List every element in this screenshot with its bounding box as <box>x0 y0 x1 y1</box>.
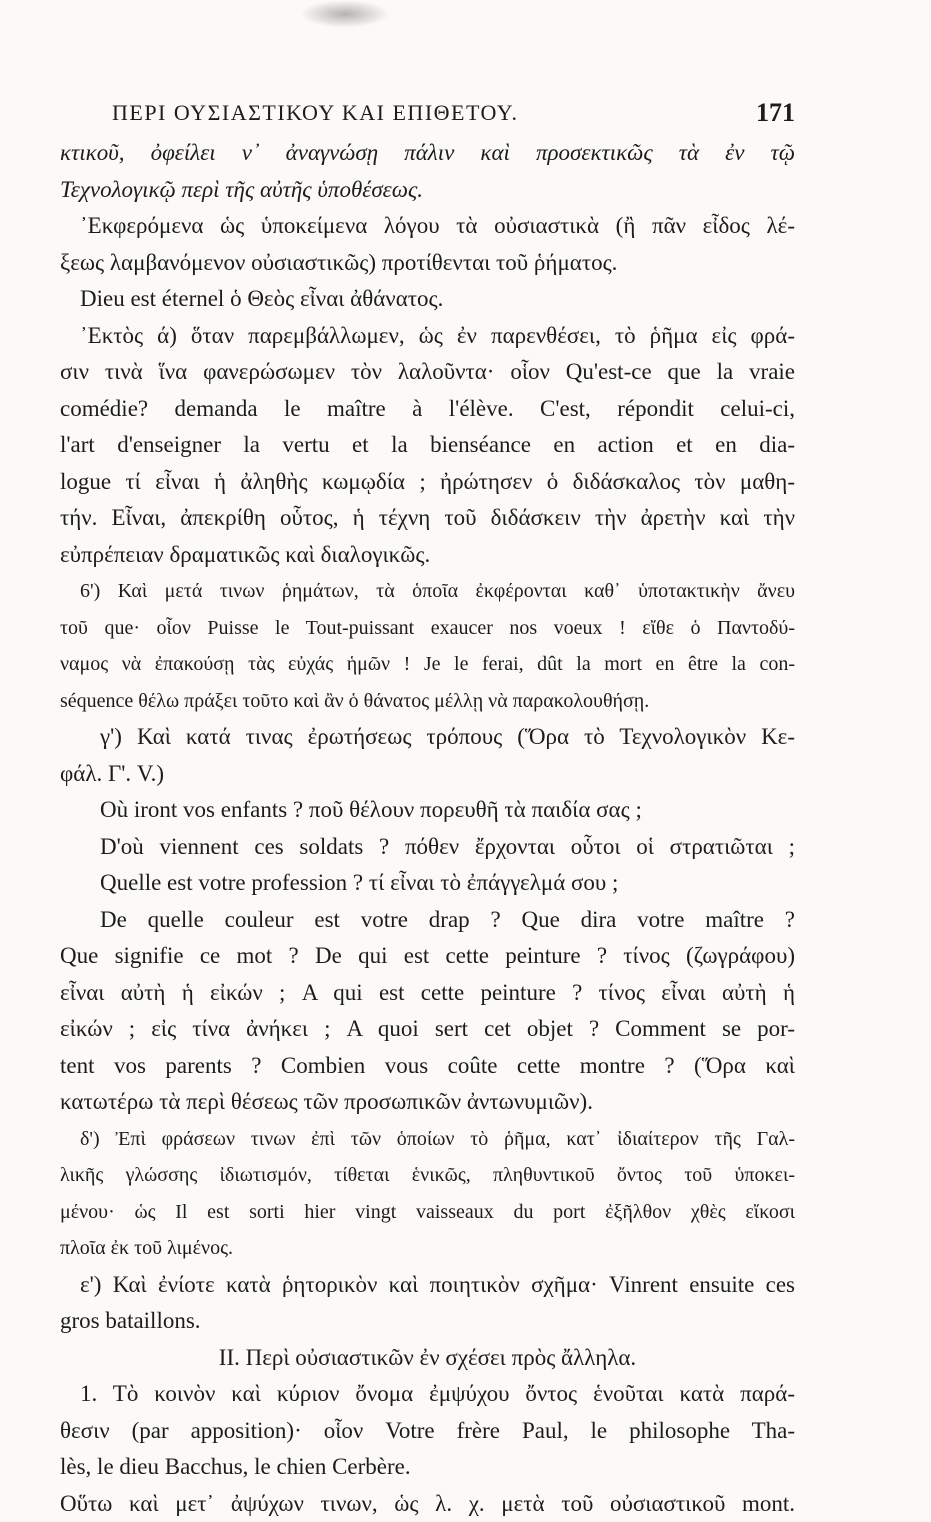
text-line: ναμος νὰ ἐπακούσῃ τὰς εὐχάς ἡμῶν ! Je le ferai, dût la mort en être la con- <box>60 646 795 683</box>
text-line: De quelle couleur est votre drap ? Que dira votre maître ? <box>60 902 795 939</box>
text-line: tent vos parents ? Combien vous coûte cette montre ? (Ὅρα καὶ <box>60 1048 795 1085</box>
text-line: ᾽Εκτὸς ά) ὅταν παρεμβάλλωμεν, ὡς ἐν παρενθέσει, τὸ ῥῆμα εἰς φρά- <box>60 318 795 355</box>
text-line: 6') Καὶ μετά τινων ῥημάτων, τὰ ὁποῖα ἐκφέρονται καθ᾽ ὑποτακτικὴν ἄνευ <box>60 573 795 610</box>
text-line: Οὕτω καὶ μετ᾽ ἀψύχων τινων, ὡς λ. χ. μετὰ τοῦ οὐσιαστικοῦ mont. <box>60 1486 795 1522</box>
text-line: ᾽Εκφερόμενα ὡς ὑποκείμενα λόγου τὰ οὐσιαστικὰ (ἢ πᾶν εἶδος λέ- <box>60 208 795 245</box>
text-line: Τεχνολογικῷ περὶ τῆς αὐτῆς ὑποθέσεως. <box>60 172 795 209</box>
text-line: κτικοῦ, ὀφείλει ν᾽ ἀναγνώσῃ πάλιν καὶ προσεκτικῶς τὰ ἐν τῷ <box>60 135 795 172</box>
text-line: μένου· ὡς Il est sorti hier vingt vaisseaux du port ἐξῆλθον χθὲς εἴκοσι <box>60 1194 795 1231</box>
text-line: Quelle est votre profession ? τί εἶναι τὸ ἐπάγγελμά σου ; <box>60 865 795 902</box>
text-line: πλοῖα ἐκ τοῦ λιμένος. <box>60 1230 795 1267</box>
text-line: γ') Καὶ κατά τινας ἐρωτήσεως τρόπους (Ὅρα τὸ Τεχνολογικὸν Κε- <box>60 719 795 756</box>
text-line: εἶναι αὐτὴ ἡ εἰκών ; A qui est cette peinture ? τίνος εἶναι αὐτὴ ἡ <box>60 975 795 1012</box>
text-line: τοῦ que· οἷον Puisse le Tout-puissant exaucer nos voeux ! εἴθε ὁ Παντοδύ- <box>60 610 795 647</box>
text-line: εὐπρέπειαν δραματικῶς καὶ διαλογικῶς. <box>60 537 795 574</box>
ink-smudge <box>300 0 390 28</box>
page-number: 171 <box>756 98 795 128</box>
text-line: ξεως λαμβανόμενον οὐσιαστικῶς) προτίθενται τοῦ ῥήματος. <box>60 245 795 282</box>
text-line: l'art d'enseigner la vertu et la bienséance en action et en dia- <box>60 427 795 464</box>
text-line: D'où viennent ces soldats ? πόθεν ἔρχονται οὗτοι οἱ στρατιῶται ; <box>60 829 795 866</box>
text-line: σιν τινὰ ἵνα φανερώσωμεν τὸν λαλοῦντα· οἷον Qu'est-ce que la vraie <box>60 354 795 391</box>
text-line: λικῆς γλώσσης ἰδιωτισμόν, τίθεται ἑνικῶς, πληθυντικοῦ ὄντος τοῦ ὑποκει- <box>60 1157 795 1194</box>
text-line: δ') Ἐπὶ φράσεων τινων ἐπὶ τῶν ὁποίων τὸ ῥῆμα, κατ᾽ ἰδιαίτερον τῆς Γαλ- <box>60 1121 795 1158</box>
text-line: logue τί εἶναι ἡ ἀληθὴς κωμῳδία ; ἠρώτησεν ὁ διδάσκαλος τὸν μαθη- <box>60 464 795 501</box>
text-line: comédie? demanda le maître à l'élève. C'est, répondit celui-ci, <box>60 391 795 428</box>
text-line: Dieu est éternel ὁ Θεὸς εἶναι ἀθάνατος. <box>60 281 795 318</box>
body-text <box>60 135 795 1522</box>
text-line: θεσιν (par apposition)· οἷον Votre frère Paul, le philosophe Tha- <box>60 1413 795 1450</box>
text-line: ε') Καὶ ἐνίοτε κατὰ ῥητορικὸν καὶ ποιητικὸν σχῆμα· Vinrent ensuite ces <box>60 1267 795 1304</box>
text-line: gros bataillons. <box>60 1303 795 1340</box>
text-line: φάλ. Γ'. V.) <box>60 756 795 793</box>
section-heading: II. Περὶ οὐσιαστικῶν ἐν σχέσει πρὸς ἄλληλα. <box>60 1340 795 1377</box>
text-line: τήν. Εἶναι, ἀπεκρίθη οὗτος, ἡ τέχνη τοῦ διδάσκειν τὴν ἀρετὴν καὶ τὴν <box>60 500 795 537</box>
text-line: 1. Τὸ κοινὸν καὶ κύριον ὄνομα ἐμψύχου ὄντος ἑνοῦται κατὰ παρά- <box>60 1376 795 1413</box>
text-line: εἰκών ; εἰς τίνα ἀνήκει ; A quoi sert cet objet ? Comment se por- <box>60 1011 795 1048</box>
page-header <box>60 100 795 140</box>
text-line: lès, le dieu Bacchus, le chien Cerbère. <box>60 1449 795 1486</box>
text-line: κατωτέρω τὰ περὶ θέσεως τῶν προσωπικῶν ἀντωνυμιῶν). <box>60 1084 795 1121</box>
text-line: Où iront vos enfants ? ποῦ θέλουν πορευθῆ τὰ παιδία σας ; <box>60 792 795 829</box>
text-line: séquence θέλω πράξει τοῦτο καὶ ἂν ὁ θάνατος μέλλῃ νὰ παρακολουθήσῃ. <box>60 683 795 720</box>
text-line: Que signifie ce mot ? De qui est cette peinture ? τίνος (ζωγράφου) <box>60 938 795 975</box>
running-title: ΠΕΡΙ ΟΥΣΙΑΣΤΙΚΟΥ ΚΑΙ ΕΠΙΘΕΤΟΥ. <box>112 100 518 126</box>
